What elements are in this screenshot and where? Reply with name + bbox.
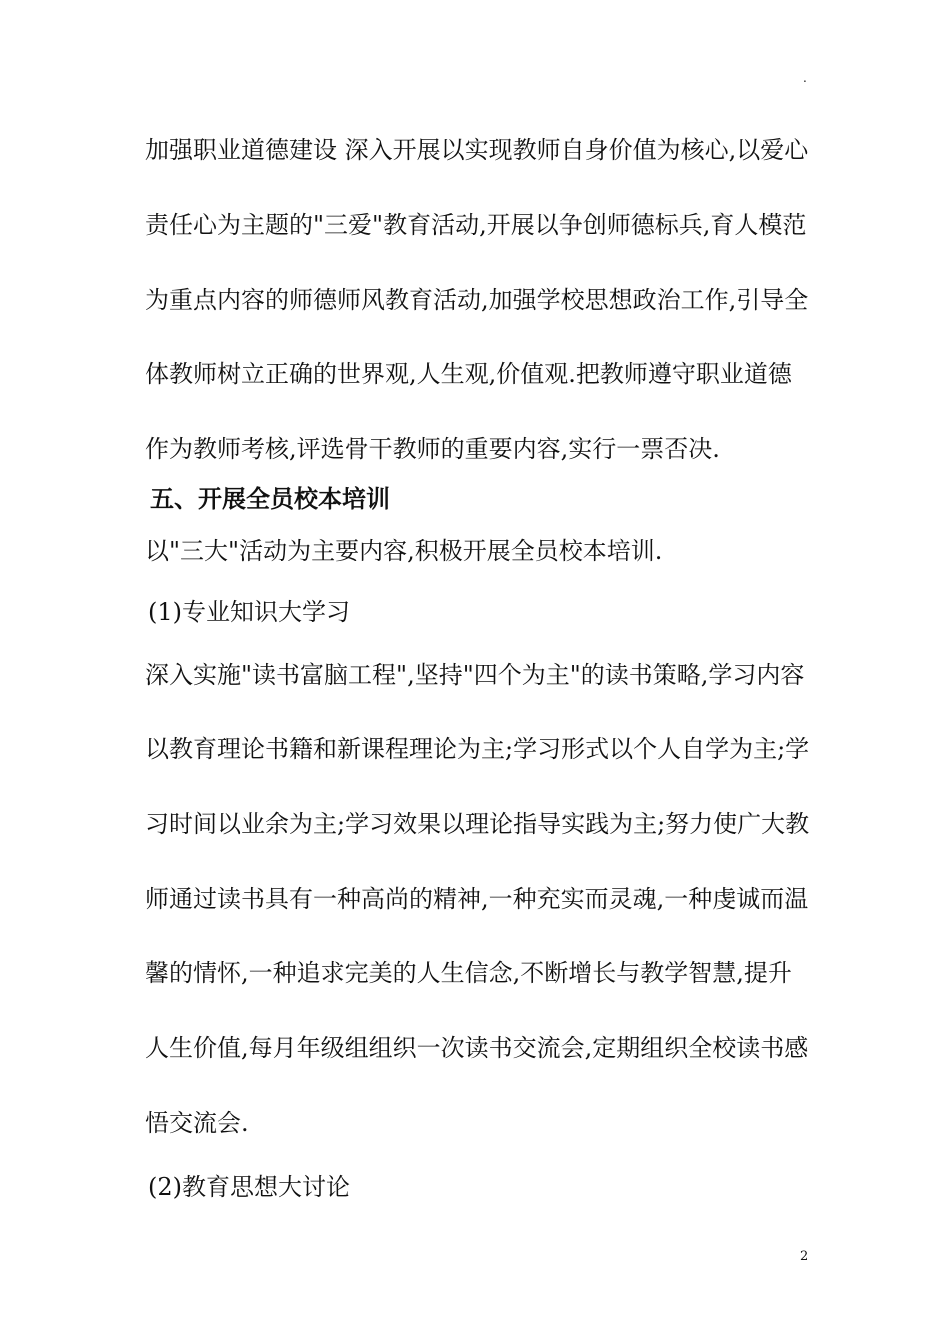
paragraph-line: 深入实施"读书富脑工程",坚持"四个为主"的读书策略,学习内容 [145, 661, 805, 689]
page-number: 2 [800, 1249, 809, 1264]
paragraph-line: 责任心为主题的"三爱"教育活动,开展以争创师德标兵,育人模范 [145, 211, 807, 239]
paragraph-line: 以教育理论书籍和新课程理论为主;学习形式以个人自学为主;学 [145, 735, 810, 763]
paragraph-line: 习时间以业余为主;学习效果以理论指导实践为主;努力使广大教 [145, 810, 810, 838]
header-mark: . [803, 71, 807, 85]
subsection-title: (1)专业知识大学习 [148, 598, 350, 626]
section-intro: 以"三大"活动为主要内容,积极开展全员校本培训. [145, 537, 663, 565]
paragraph-line: 师通过读书具有一种高尚的精神,一种充实而灵魂,一种虔诚而温 [145, 885, 809, 913]
paragraph-line: 悟交流会. [145, 1109, 249, 1137]
paragraph-line: 加强职业道德建设 深入开展以实现教师自身价值为核心,以爱心 [145, 136, 809, 164]
paragraph-line: 为重点内容的师德师风教育活动,加强学校思想政治工作,引导全 [145, 286, 809, 314]
subsection-title: (2)教育思想大讨论 [148, 1173, 350, 1201]
section-heading: 五、开展全员校本培训 [150, 484, 390, 513]
paragraph-line: 作为教师考核,评选骨干教师的重要内容,实行一票否决. [145, 435, 720, 463]
paragraph-line: 体教师树立正确的世界观,人生观,价值观.把教师遵守职业道德 [145, 360, 792, 388]
paragraph-line: 人生价值,每月年级组组织一次读书交流会,定期组织全校读书感 [145, 1034, 809, 1062]
paragraph-line: 馨的情怀,一种追求完美的人生信念,不断增长与教学智慧,提升 [145, 959, 792, 987]
